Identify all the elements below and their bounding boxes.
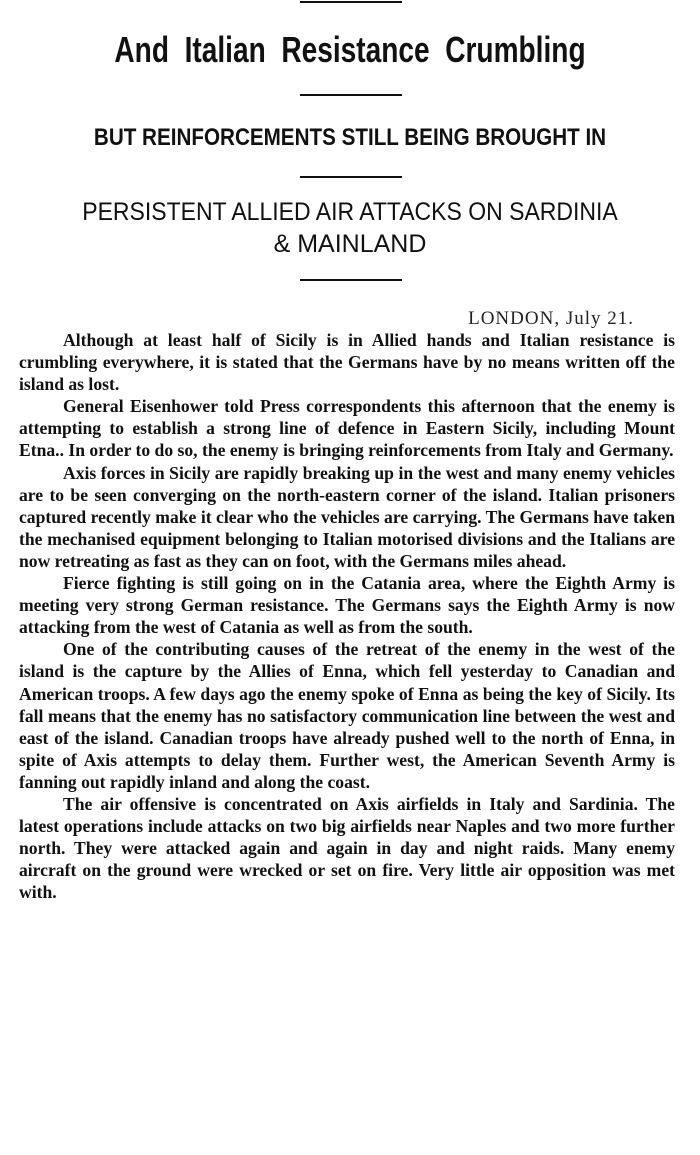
top-rule [300,1,402,3]
third-headline-line-2: & MAINLAND [273,230,427,258]
paragraph-2: General Eisenhower told Press correspondents this afternoon that the enemy is attempting to establish a strong line of defence in Eastern Sicily, including Mount Etna.. In order to do so, the enemy is bringing reinforcements from Italy and Germany. [19,396,675,461]
headline-divider-2 [300,176,402,178]
dateline: LONDON, July 21. [468,308,634,329]
paragraph-1: Although at least half of Sicily is in Allied hands and Italian resistance is crumbling everywhere, it is stated that the Germans have by no means written off the island as lost. [19,330,675,395]
paragraph-5: One of the contributing causes of the retreat of the enemy in the west of the island is the capture by the Allies of Enna, which fell yesterday to Canadian and American troops. A few days ago the enemy spoke of Enna as being the key of Sicily. Its fall means that the enemy has no satisfactory communication line between the west and east of the island. Canadian troops have already pushed well to the north of Enna, in spite of Axis attempts to delay them. Further west, the American Seventh Army is fanning out rapidly inland and along the coast. [19,639,675,792]
second-headline: BUT REINFORCEMENTS STILL BEING BROUGHT IN [93,124,607,151]
headline-divider-3 [300,279,402,281]
article-body [19,329,675,903]
paragraph-6: The air offensive is concentrated on Axis airfields in Italy and Sardinia. The latest operations include attacks on two big airfields near Naples and two more further north. They were attacked again and again in day and night raids. Many enemy aircraft on the ground were wrecked or set on fire. Very little air opposition was met with. [19,793,675,903]
main-headline: And Italian Resistance Crumbling [114,29,586,70]
third-headline [0,196,700,260]
third-headline-line-1: PERSISTENT ALLIED AIR ATTACKS ON SARDINIA [82,198,618,226]
paragraph-4: Fierce fighting is still going on in the Catania area, where the Eighth Army is meeting very strong German resistance. The Germans says the Eighth Army is now attacking from the west of Catania as well as from the south. [19,573,675,638]
paragraph-3: Axis forces in Sicily are rapidly breaking up in the west and many enemy vehicles are to be seen converging on the north-eastern corner of the island. Italian prisoners captured recently make it clear who the vehicles are carrying. The Germans have taken the mechanised equipment belonging to Italian motorised divisions and the Italians are now retreating as fast as they can on foot, with the Germans miles ahead. [19,462,675,571]
headline-divider-1 [300,94,402,96]
